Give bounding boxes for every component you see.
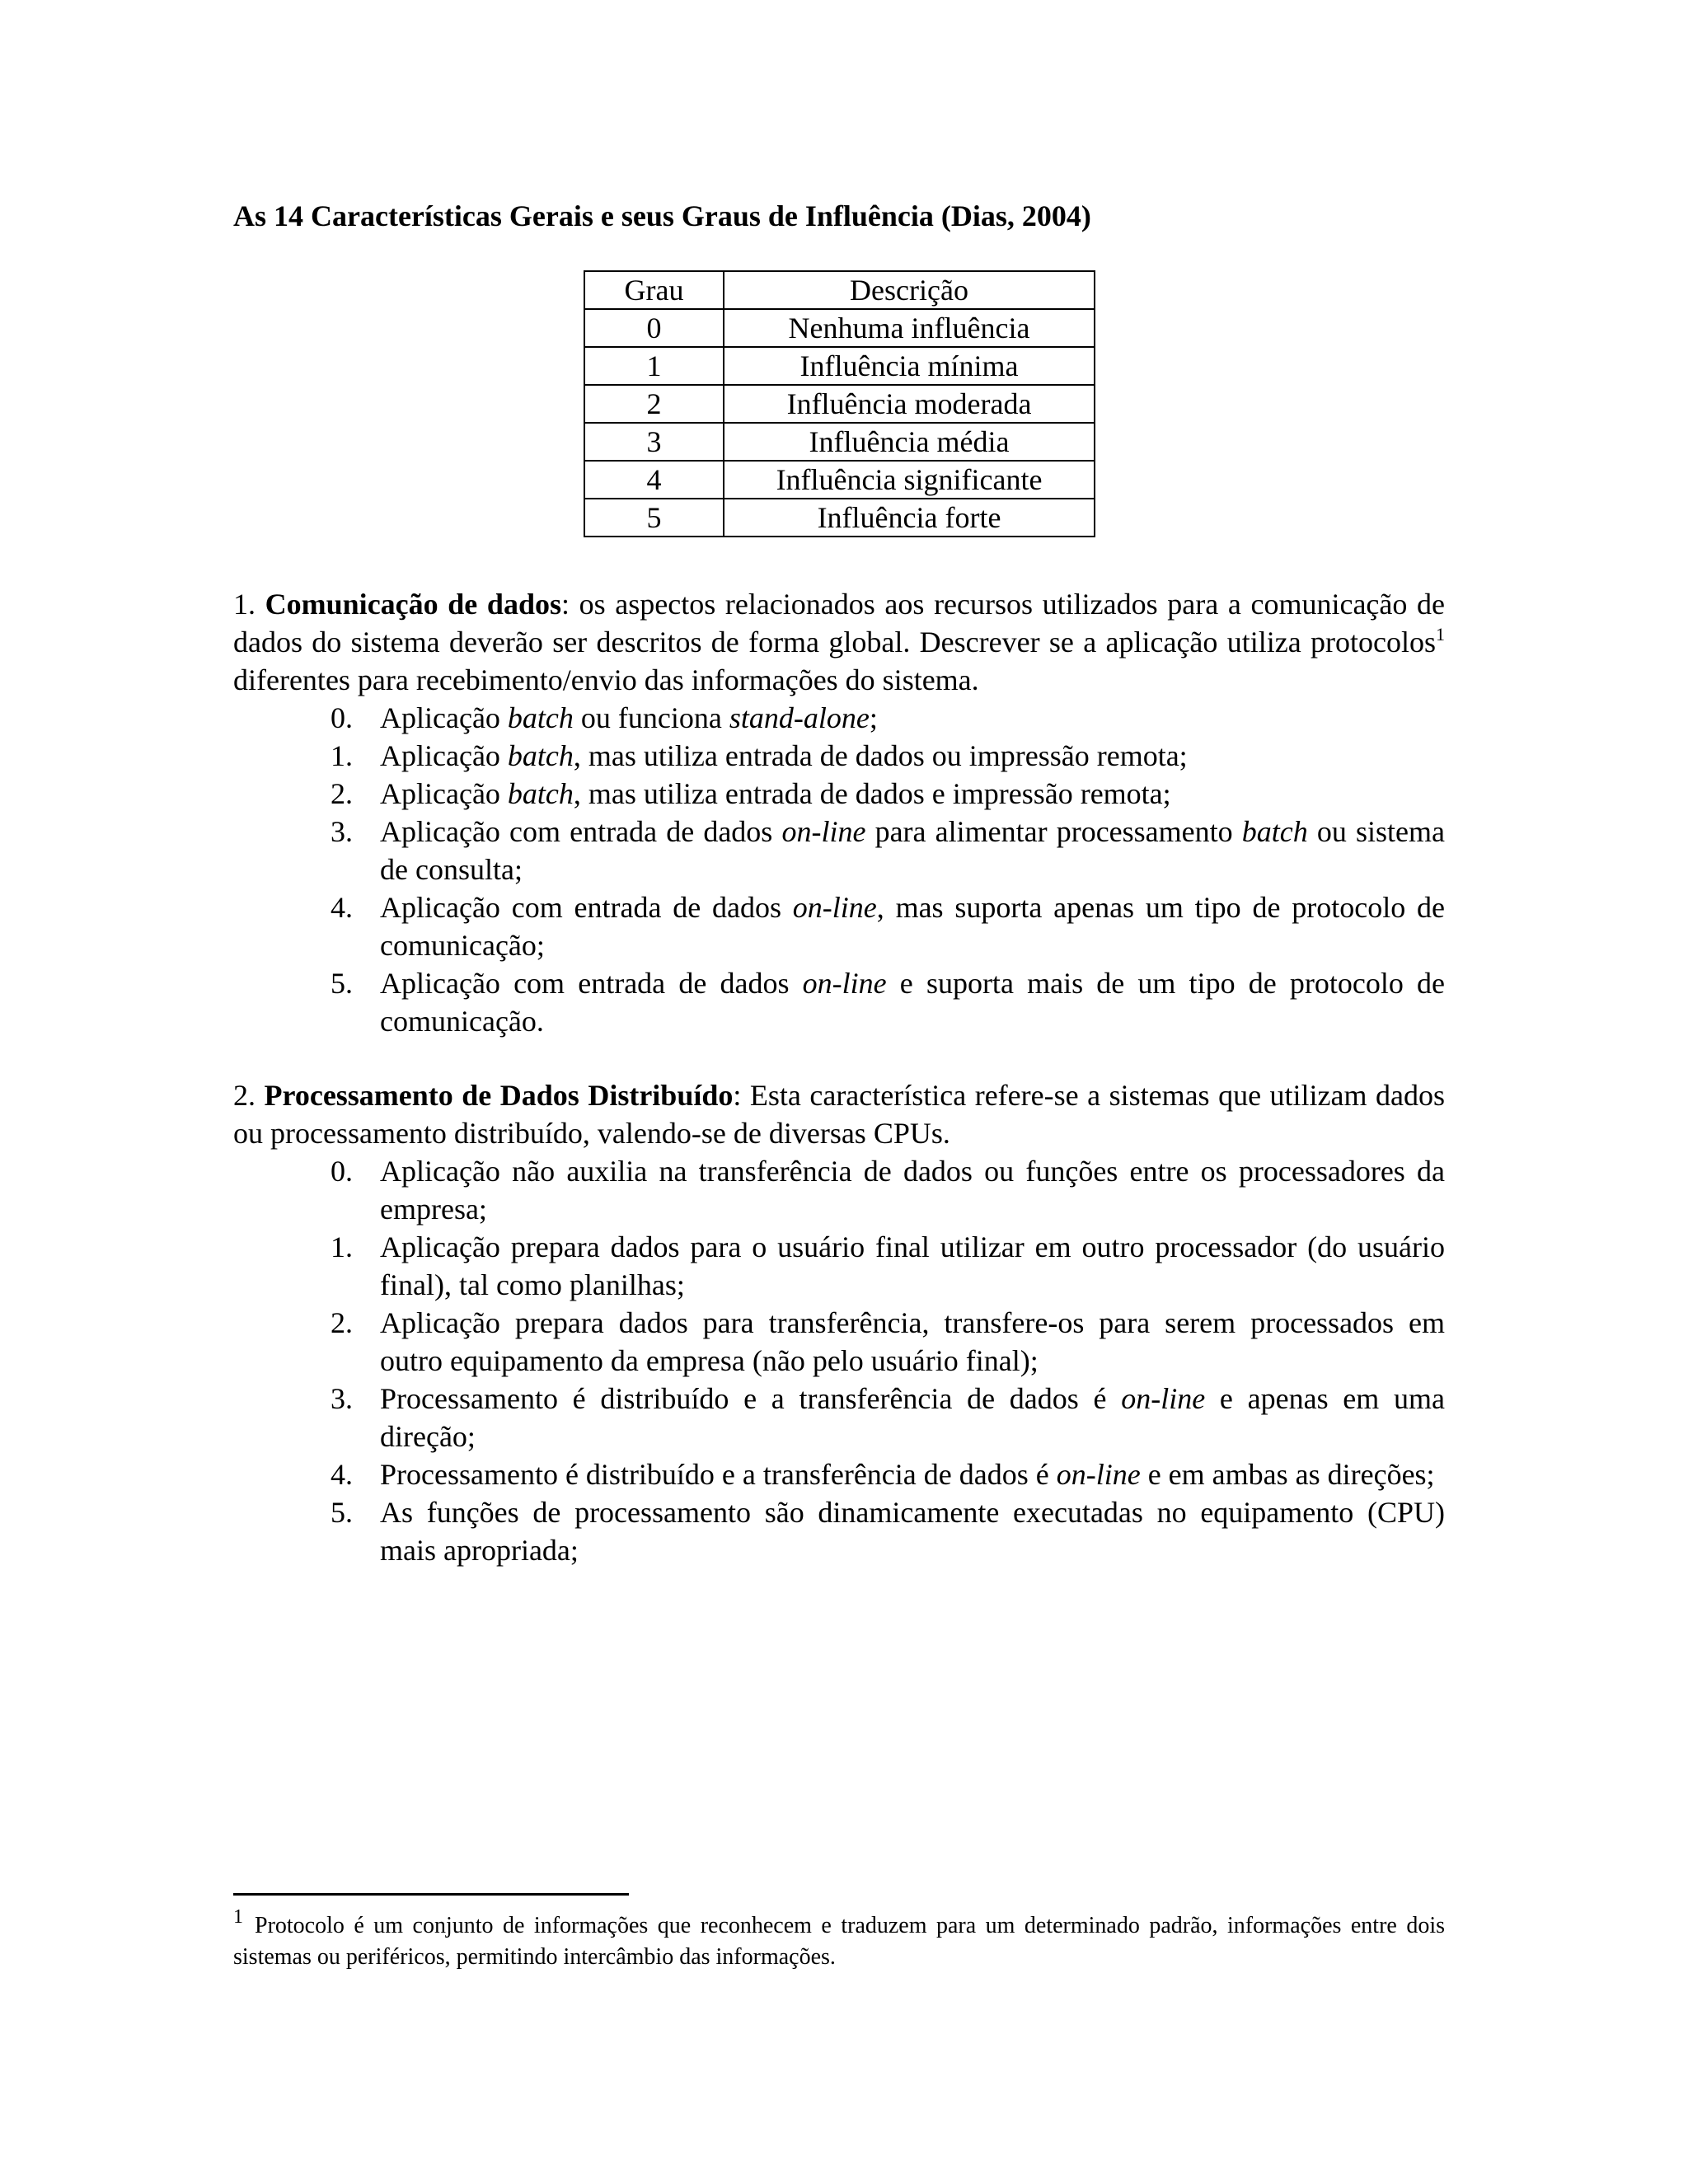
table-header-row xyxy=(584,271,1095,309)
list-item-term: on-line xyxy=(781,815,866,848)
list-item-text: para alimentar processamento xyxy=(865,815,1242,848)
list-item-number: 2. xyxy=(331,777,353,810)
degree-list xyxy=(233,699,1445,1040)
footnote-text: Protocolo é um conjunto de informações que reconhecem e traduzem para um determinado padrão, informações entre dois sistemas ou periféricos, permitindo intercâmbio das informações. xyxy=(233,1913,1445,1970)
table-row xyxy=(584,385,1095,423)
list-item-text: Aplicação xyxy=(380,777,508,810)
table-cell-grau: 0 xyxy=(584,309,724,347)
section-intro-text: diferentes para recebimento/envio das informações do sistema. xyxy=(233,663,979,696)
list-item-number: 0. xyxy=(331,701,353,734)
list-item xyxy=(233,888,1445,964)
table-cell-descricao: Nenhuma influência xyxy=(724,309,1095,347)
list-item-term: on-line xyxy=(792,891,877,924)
list-item xyxy=(233,964,1445,1040)
list-item-term: batch xyxy=(507,701,574,734)
section-intro-text: : os aspectos relacionados aos recursos utilizados para a comunicação de dados do sistema deverão ser descritos de forma global. Descrever se a aplicação utiliza protocolos xyxy=(233,588,1446,658)
list-item xyxy=(233,1455,1445,1493)
list-item xyxy=(233,1152,1445,1228)
list-item-text: ; xyxy=(869,701,878,734)
list-item-text: Aplicação não auxilia na transferência de dados ou funções entre os processadores da empresa; xyxy=(380,1155,1445,1226)
list-item-number: 1. xyxy=(331,739,353,772)
list-item-text: ou sistema de consulta; xyxy=(380,815,1445,886)
table-cell-grau: 3 xyxy=(584,423,724,461)
document-title: As 14 Características Gerais e seus Graus de Influência (Dias, 2004) xyxy=(233,199,1091,232)
list-item-number: 3. xyxy=(331,1382,353,1415)
list-item-term: on-line xyxy=(1121,1382,1206,1415)
section-intro xyxy=(233,585,1445,699)
table-header-grau: Grau xyxy=(584,271,724,309)
list-item-text: e apenas em uma direção; xyxy=(380,1382,1445,1453)
list-item-text: Aplicação com entrada de dados xyxy=(380,891,793,924)
list-item-text: Aplicação com entrada de dados xyxy=(380,815,782,848)
section-heading: Comunicação de dados xyxy=(265,588,561,621)
list-item xyxy=(233,1304,1445,1380)
table-cell-descricao: Influência mínima xyxy=(724,347,1095,385)
table-cell-descricao: Influência moderada xyxy=(724,385,1095,423)
table-cell-descricao: Influência média xyxy=(724,423,1095,461)
list-item xyxy=(233,737,1445,775)
list-item-text: e suporta mais de um tipo de protocolo de comunicação. xyxy=(380,967,1445,1038)
list-item-term: on-line xyxy=(1056,1458,1141,1491)
section-processamento-distribuido xyxy=(233,1076,1445,1569)
list-item xyxy=(233,1228,1445,1304)
section-intro-text: : Esta característica refere-se a sistemas que utilizam dados ou processamento distribuído, valendo-se de diversas CPUs. xyxy=(233,1079,1446,1150)
table-row xyxy=(584,309,1095,347)
table-cell-grau: 1 xyxy=(584,347,724,385)
list-item-number: 5. xyxy=(331,1496,353,1529)
list-item-text: , mas suporta apenas um tipo de protocolo de comunicação; xyxy=(380,891,1445,962)
footnote-reference[interactable]: 1 xyxy=(1436,624,1445,644)
section-heading: Processamento de Dados Distribuído xyxy=(264,1079,734,1112)
list-item-term: batch xyxy=(507,777,574,810)
influence-degree-table xyxy=(584,270,1095,537)
section-intro xyxy=(233,1076,1445,1152)
list-item-number: 4. xyxy=(331,891,353,924)
table-row xyxy=(584,499,1095,537)
list-item-text: , mas utiliza entrada de dados ou impressão remota; xyxy=(573,739,1188,772)
footnote xyxy=(233,1906,1445,1973)
list-item-text: ou funciona xyxy=(573,701,729,734)
section-number: 1. xyxy=(233,588,256,621)
list-item-text: Aplicação xyxy=(380,701,508,734)
list-item xyxy=(233,1493,1445,1569)
table-cell-grau: 4 xyxy=(584,461,724,499)
list-item-text: , mas utiliza entrada de dados e impressão remota; xyxy=(573,777,1171,810)
degree-list xyxy=(233,1152,1445,1569)
list-item-number: 5. xyxy=(331,967,353,1000)
footnote-number: 1 xyxy=(233,1906,243,1928)
list-item-text: Aplicação prepara dados para o usuário final utilizar em outro processador (do usuário final), tal como planilhas; xyxy=(380,1230,1445,1301)
list-item xyxy=(233,699,1445,737)
list-item xyxy=(233,775,1445,813)
section-number: 2. xyxy=(233,1079,256,1112)
list-item-term: on-line xyxy=(802,967,887,1000)
section-comunicacao-de-dados xyxy=(233,585,1445,1040)
list-item-text: Aplicação prepara dados para transferência, transfere-os para serem processados em outro equipamento da empresa (não pelo usuário final); xyxy=(380,1306,1445,1377)
table-row xyxy=(584,461,1095,499)
list-item-text: Processamento é distribuído e a transferência de dados é xyxy=(380,1382,1122,1415)
list-item-text: Aplicação xyxy=(380,739,508,772)
footnote-separator xyxy=(233,1893,629,1896)
list-item-text: Aplicação com entrada de dados xyxy=(380,967,803,1000)
list-item-number: 0. xyxy=(331,1155,353,1188)
table-cell-descricao: Influência significante xyxy=(724,461,1095,499)
table-cell-grau: 5 xyxy=(584,499,724,537)
table-cell-descricao: Influência forte xyxy=(724,499,1095,537)
list-item-number: 3. xyxy=(331,815,353,848)
list-item-number: 4. xyxy=(331,1458,353,1491)
list-item-text: Processamento é distribuído e a transferência de dados é xyxy=(380,1458,1057,1491)
table-header-descricao: Descrição xyxy=(724,271,1095,309)
list-item-number: 2. xyxy=(331,1306,353,1339)
list-item xyxy=(233,813,1445,888)
table-row xyxy=(584,347,1095,385)
list-item-number: 1. xyxy=(331,1230,353,1263)
list-item-text: e em ambas as direções; xyxy=(1140,1458,1435,1491)
list-item-term: batch xyxy=(507,739,574,772)
list-item-term: batch xyxy=(1241,815,1308,848)
table-cell-grau: 2 xyxy=(584,385,724,423)
list-item xyxy=(233,1380,1445,1455)
table-row xyxy=(584,423,1095,461)
list-item-term: stand-alone xyxy=(729,701,870,734)
list-item-text: As funções de processamento são dinamicamente executadas no equipamento (CPU) mais apropriada; xyxy=(380,1496,1445,1567)
